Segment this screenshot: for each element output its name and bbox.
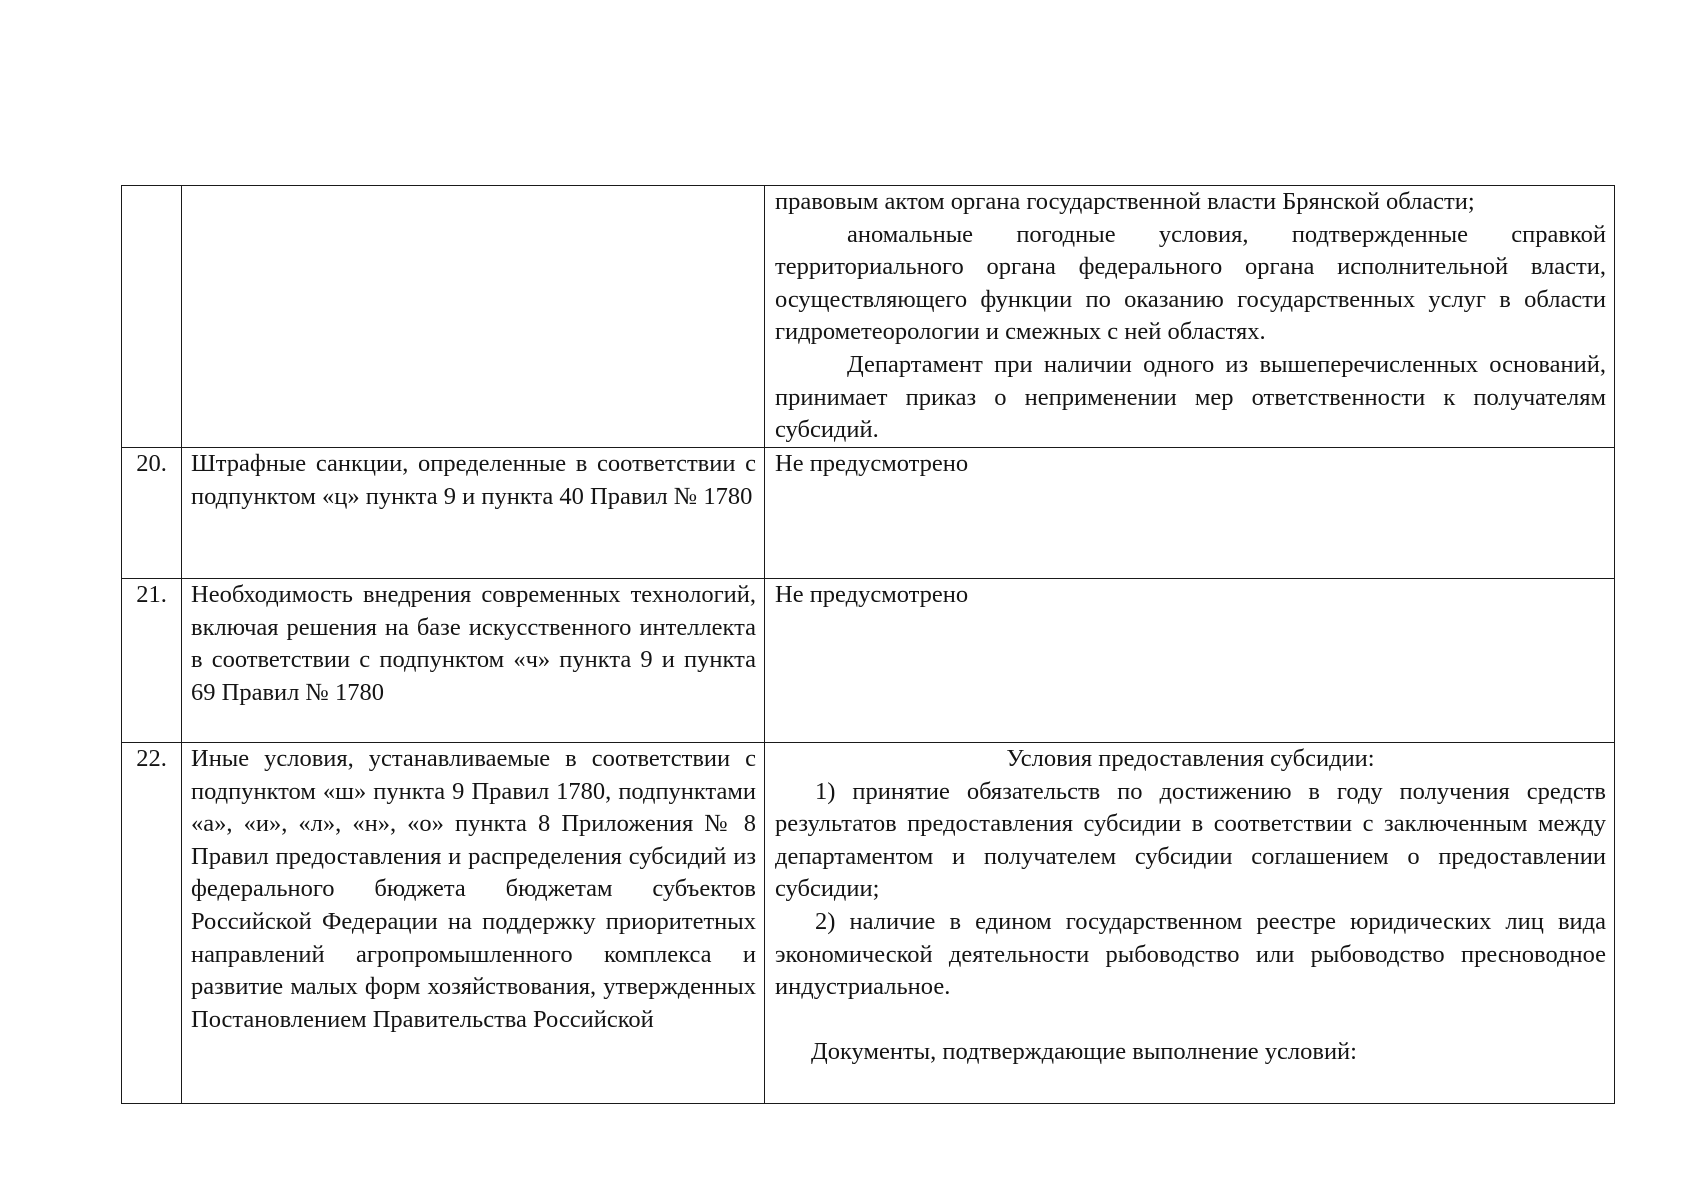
document-table (121, 185, 1615, 1104)
condition-name: Иные условия, устанавливаемые в соответствии с подпунктом «ш» пункта 9 Правил 1780, подпунктами «а», «и», «л», «н», «о» пункта 8 Приложения № 8 Правил предоставления и распределения субсидий из федерального бюджета бюджетам субъектов Российской Федерации на поддержку приоритетных направлений агропромышленного комплекса и развитие малых форм хозяйствования, утвержденных Постановлением Правительства Российской (191, 745, 756, 1033)
condition-item: 1) принятие обязательств по достижению в году получения средств результатов предоставления субсидии в соответствии с заключенным между департаментом и получателем субсидии соглашением о предоставлении субсидии; (775, 777, 1606, 903)
condition-item: 2) наличие в едином государственном реестре юридических лиц вида экономической деятельности рыбоводство или рыбоводство пресноводное индустриальное. (775, 907, 1606, 1001)
condition-value: Не предусмотрено (775, 581, 969, 608)
row-number: 20. (136, 450, 167, 477)
row-number: 21. (136, 581, 167, 608)
condition-name-cell (182, 579, 765, 743)
condition-name-cell (182, 448, 765, 579)
table-row-22 (122, 743, 1615, 1104)
value-paragraph: аномальные погодные условия, подтвержденные справкой территориального органа федерального органа исполнительной власти, осуществляющего функции по оказанию государственных услуг в области гидрометеорологии и смежных с ней областях. (775, 220, 1606, 346)
row-number-cell (122, 186, 182, 448)
table-row-continuation (122, 186, 1615, 448)
table-row-20 (122, 448, 1615, 579)
row-number-cell (122, 448, 182, 579)
condition-name-cell (182, 186, 765, 448)
blank-line (775, 1004, 1606, 1037)
condition-value-cell (765, 186, 1615, 448)
condition-value: Не предусмотрено (775, 450, 969, 477)
condition-value-cell (765, 579, 1615, 743)
condition-name: Штрафные санкции, определенные в соответствии с подпунктом «ц» пункта 9 и пункта 40 Правил № 1780 (191, 450, 756, 510)
row-number-cell (122, 743, 182, 1104)
value-paragraph: правовым актом органа государственной власти Брянской области; (775, 188, 1475, 215)
condition-name: Необходимость внедрения современных технологий, включая решения на базе искусственного интеллекта в соответствии с подпунктом «ч» пункта 9 и пункта 69 Правил № 1780 (191, 581, 756, 706)
condition-name-cell (182, 743, 765, 1104)
value-paragraph: Департамент при наличии одного из вышеперечисленных оснований, принимает приказ о неприменении мер ответственности к получателям субсидий. (775, 350, 1606, 444)
row-number: 22. (136, 745, 167, 772)
conditions-heading: Условия предоставления субсидии: (1006, 745, 1375, 772)
table-row-21 (122, 579, 1615, 743)
condition-value-cell (765, 743, 1615, 1104)
condition-value-cell (765, 448, 1615, 579)
row-number-cell (122, 579, 182, 743)
documents-heading: Документы, подтверждающие выполнение условий: (811, 1038, 1357, 1066)
